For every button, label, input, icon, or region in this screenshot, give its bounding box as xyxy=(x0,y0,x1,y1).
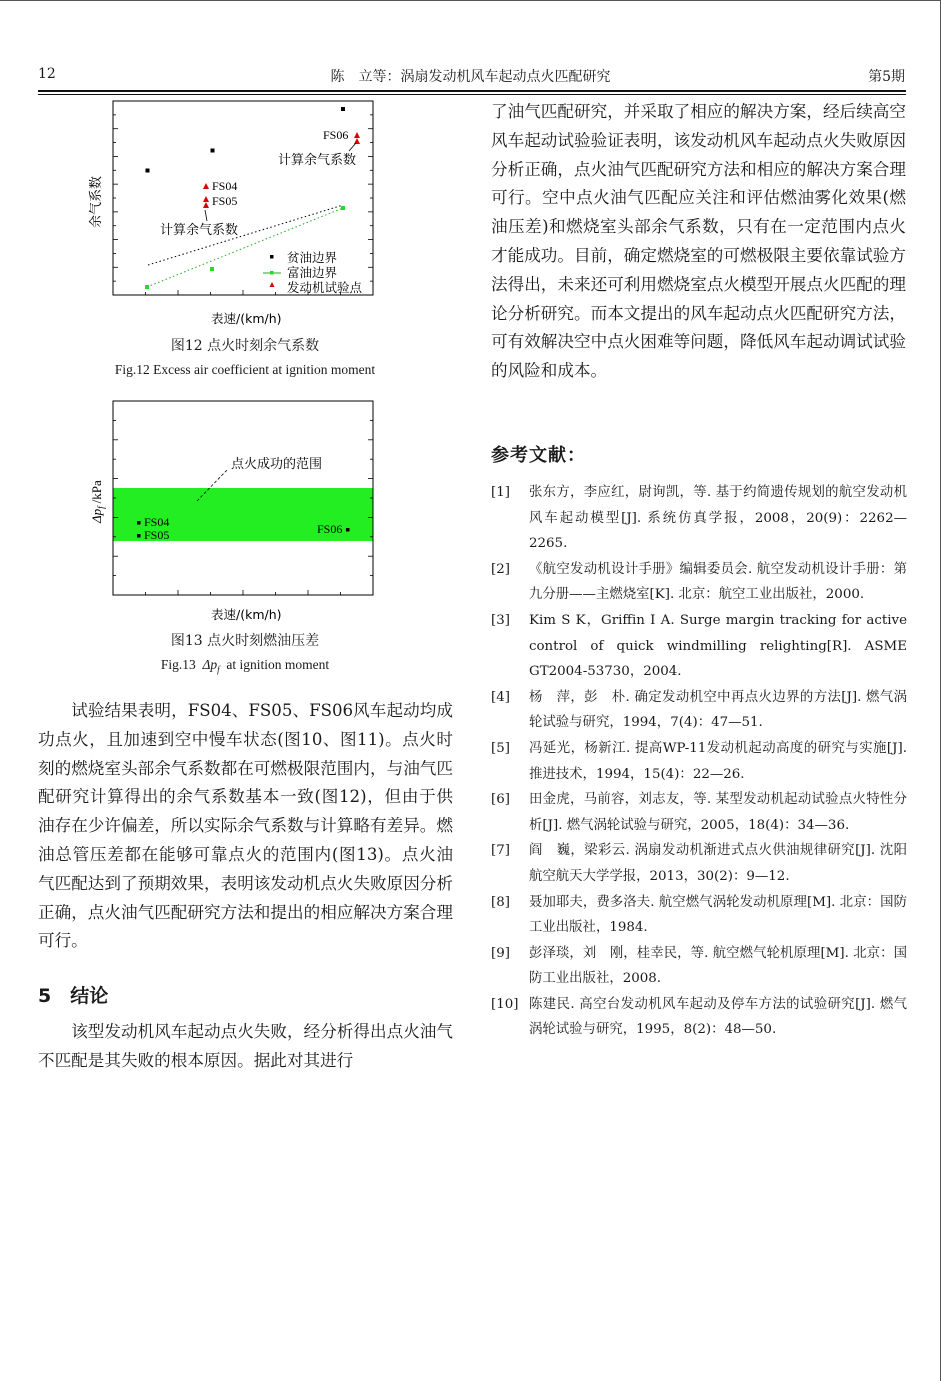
fig13-point-fs05 xyxy=(137,534,141,538)
fig12-annot-lower: 计算余气系数 xyxy=(160,223,239,238)
reference-text: 杨 萍，彭 朴. 确定发动机空中再点火边界的方法[J]. 燃气涡轮试验与研究，1994，7(4)：47—51. xyxy=(529,689,907,731)
fig13-label-fs06: FS06 xyxy=(317,522,343,536)
right-paragraph-conclusion: 了油气匹配研究，并采取了相应的解决方案，经后续高空风车起动试验验证表明，该发动机风车起动点火失败原因分析正确，点火油气匹配研究方法和相应的解决方案合理可行。空中点火油气匹配应关注和评估燃油雾化效果(燃油压差)和燃烧室头部余气系数，只有在一定范围内点火才能成功。目前，确定燃烧室的可燃极限主要依靠试验方法得出，未来还可利用燃烧室点火模型开展点火匹配的理论分析研究。而本文提出的风车起动点火匹配研究方法，可有效解决空中点火困难等问题，降低风车起动调试试验的风险和成本。 xyxy=(491,102,906,381)
fig12-label-fs04: FS04 xyxy=(212,179,238,193)
fig12-rich-point-3 xyxy=(341,206,345,210)
fig12-lean-point-3 xyxy=(341,107,345,111)
page-number: 12 xyxy=(38,66,56,82)
fig12-xlabel: 表速/(km/h) xyxy=(211,311,282,326)
fig12-chart xyxy=(0,95,480,335)
reference-item xyxy=(491,890,907,941)
reference-list xyxy=(491,480,907,1043)
fig12-test-point-fs06 xyxy=(354,132,360,138)
reference-item xyxy=(491,557,907,608)
reference-text: 彭泽琰，刘 刚，桂幸民，等. 航空燃气轮机原理[M]. 北京：国防工业出版社，2008. xyxy=(529,945,907,987)
fig12-test-point-fs05b xyxy=(203,202,209,208)
reference-number: [3] xyxy=(491,612,510,628)
reference-text: 《航空发动机设计手册》编辑委员会. 航空发动机设计手册：第九分册——主燃烧室[K]. 北京：航空工业出版社，2000. xyxy=(529,561,907,603)
fig13-point-fs04 xyxy=(137,521,141,525)
running-title: 陈 立等：涡扇发动机风车起动点火匹配研究 xyxy=(330,69,611,85)
reference-text: 阎 巍，梁彩云. 涡扇发动机渐进式点火供油规律研究[J]. 沈阳航空航天大学学报，2013，30(2)：9—12. xyxy=(529,843,907,884)
fig13-xlabel: 表速/(km/h) xyxy=(211,607,282,622)
fig13-annot: 点火成功的范围 xyxy=(231,457,323,472)
references-title: 参考文献： xyxy=(491,445,586,466)
reference-text: Kim S K，Griffin I A. Surge margin tracking for active control of quick windmilling relighting[R]. ASME GT2004-53730，2004. xyxy=(529,612,907,680)
reference-item xyxy=(491,992,907,1043)
fig13-ylabel xyxy=(89,480,106,524)
fig12-rich-point-2 xyxy=(210,267,214,271)
reference-item xyxy=(491,941,907,992)
reference-number: [6] xyxy=(491,792,510,808)
reference-number: [7] xyxy=(491,843,510,859)
fig12-legend-marker-test xyxy=(270,282,275,287)
fig12-caption-en: Fig.12 Excess air coefficient at ignition moment xyxy=(114,362,376,377)
fig12-label-fs06: FS06 xyxy=(323,128,349,142)
figure-12 xyxy=(0,95,480,335)
reference-text: 聂加耶夫，费多洛夫. 航空燃气涡轮发动机原理[M]. 北京：国防工业出版社，1984. xyxy=(529,894,907,936)
fig12-annot-lower-pointer xyxy=(205,210,207,221)
fig13-caption-en-sub: f xyxy=(217,664,220,675)
fig13-caption-cn: 图13 点火时刻燃油压差 xyxy=(170,633,320,649)
fig12-caption-cn: 图12 点火时刻余气系数 xyxy=(170,338,320,354)
figure-13 xyxy=(0,395,480,625)
fig13-label-fs05: FS05 xyxy=(144,528,170,542)
fig13-ylabel-unit: /kPa xyxy=(89,480,104,504)
fig12-legend-marker-lean xyxy=(270,255,274,259)
fig12-lean-point-1 xyxy=(146,169,150,173)
fig13-caption-en-pre: Fig.13 xyxy=(160,657,196,672)
section-5-heading: 5 结论 xyxy=(38,985,109,1007)
fig12-label-fs05: FS05 xyxy=(212,194,238,208)
fig12-lean-point-2 xyxy=(211,149,215,153)
fig12-test-point-fs06b xyxy=(354,138,360,144)
fig12-legend-rich: 富油边界 xyxy=(287,265,338,280)
reference-text: 张东方，李应红，尉询凯，等. 基于约简遗传规划的航空发动机风车起动模型[J]. 系统仿真学报，2008，20(9)：2262—2265. xyxy=(529,485,907,552)
fig12-rich-point-1 xyxy=(145,285,149,289)
fig12-legend-test: 发动机试验点 xyxy=(287,280,363,295)
reference-item xyxy=(491,787,907,838)
left-paragraph-results: 试验结果表明，FS04、FS05、FS06风车起动均成功点火，且加速到空中慢车状态(图10、图11)。点火时刻的燃烧室头部余气系数都在可燃极限范围内，与油气匹配研究计算得出的余气系数基本一致(图12)，但由于供油存在少许偏差，所以实际余气系数与计算略有差异。燃油总管压差都在能够可靠点火的范围内(图13)。点火油气匹配达到了预期效果，表明该发动机点火失败原因分析正确，点火油气匹配研究方法和提出的相应解决方案合理可行。 xyxy=(38,701,453,951)
reference-item xyxy=(491,736,907,787)
reference-number: [4] xyxy=(491,689,510,705)
reference-number: [8] xyxy=(491,894,510,910)
fig13-caption-en-sym: Δp xyxy=(202,657,218,672)
fig13-chart xyxy=(0,395,480,625)
reference-item xyxy=(491,838,907,889)
reference-text: 陈建民. 高空台发动机风车起动及停车方法的试验研究[J]. 燃气涡轮试验与研究，1995，8(2)：48—50. xyxy=(529,996,907,1038)
reference-number: [10] xyxy=(491,996,519,1012)
fig13-ylabel-sub: f xyxy=(96,506,106,509)
left-paragraph-conclusion: 该型发动机风车起动点火失败，经分析得出点火油气不匹配是其失败的根本原因。据此对其进行 xyxy=(38,1022,453,1070)
issue-number: 第5期 xyxy=(868,69,905,85)
reference-item xyxy=(491,608,907,685)
reference-number: [5] xyxy=(491,740,510,756)
reference-text: 田金虎，马前容，刘志友，等. 某型发动机起动试验点火特性分析[J]. 燃气涡轮试验与研究，2005，18(4)：34—36. xyxy=(529,792,907,833)
fig12-annot-upper: 计算余气系数 xyxy=(278,153,357,168)
fig12-ylabel: 余气系数 xyxy=(89,175,104,228)
fig12-annot-upper-pointer xyxy=(349,143,356,151)
fig12-test-point-fs05 xyxy=(203,196,209,202)
reference-text: 冯延光，杨新江. 提高WP-11发动机起动高度的研究与实施[J]. 推进技术，1994，15(4)：22—26. xyxy=(529,740,907,782)
fig12-test-point-fs04 xyxy=(203,183,209,189)
reference-number: [1] xyxy=(491,485,510,500)
page-border-top xyxy=(0,0,941,1)
reference-item xyxy=(491,685,907,736)
fig13-ylabel-sym: Δp xyxy=(89,508,104,523)
reference-number: [2] xyxy=(491,561,510,577)
header-rule xyxy=(38,90,906,92)
fig13-point-fs06 xyxy=(346,528,350,532)
fig13-caption-en-post: at ignition moment xyxy=(226,657,330,672)
fig13-caption-en xyxy=(20,657,470,675)
fig12-legend-marker-rich xyxy=(270,271,274,275)
fig12-legend-lean: 贫油边界 xyxy=(287,250,338,265)
reference-number: [9] xyxy=(491,945,510,961)
reference-item xyxy=(491,480,907,557)
fig13-label-fs04: FS04 xyxy=(144,515,170,529)
